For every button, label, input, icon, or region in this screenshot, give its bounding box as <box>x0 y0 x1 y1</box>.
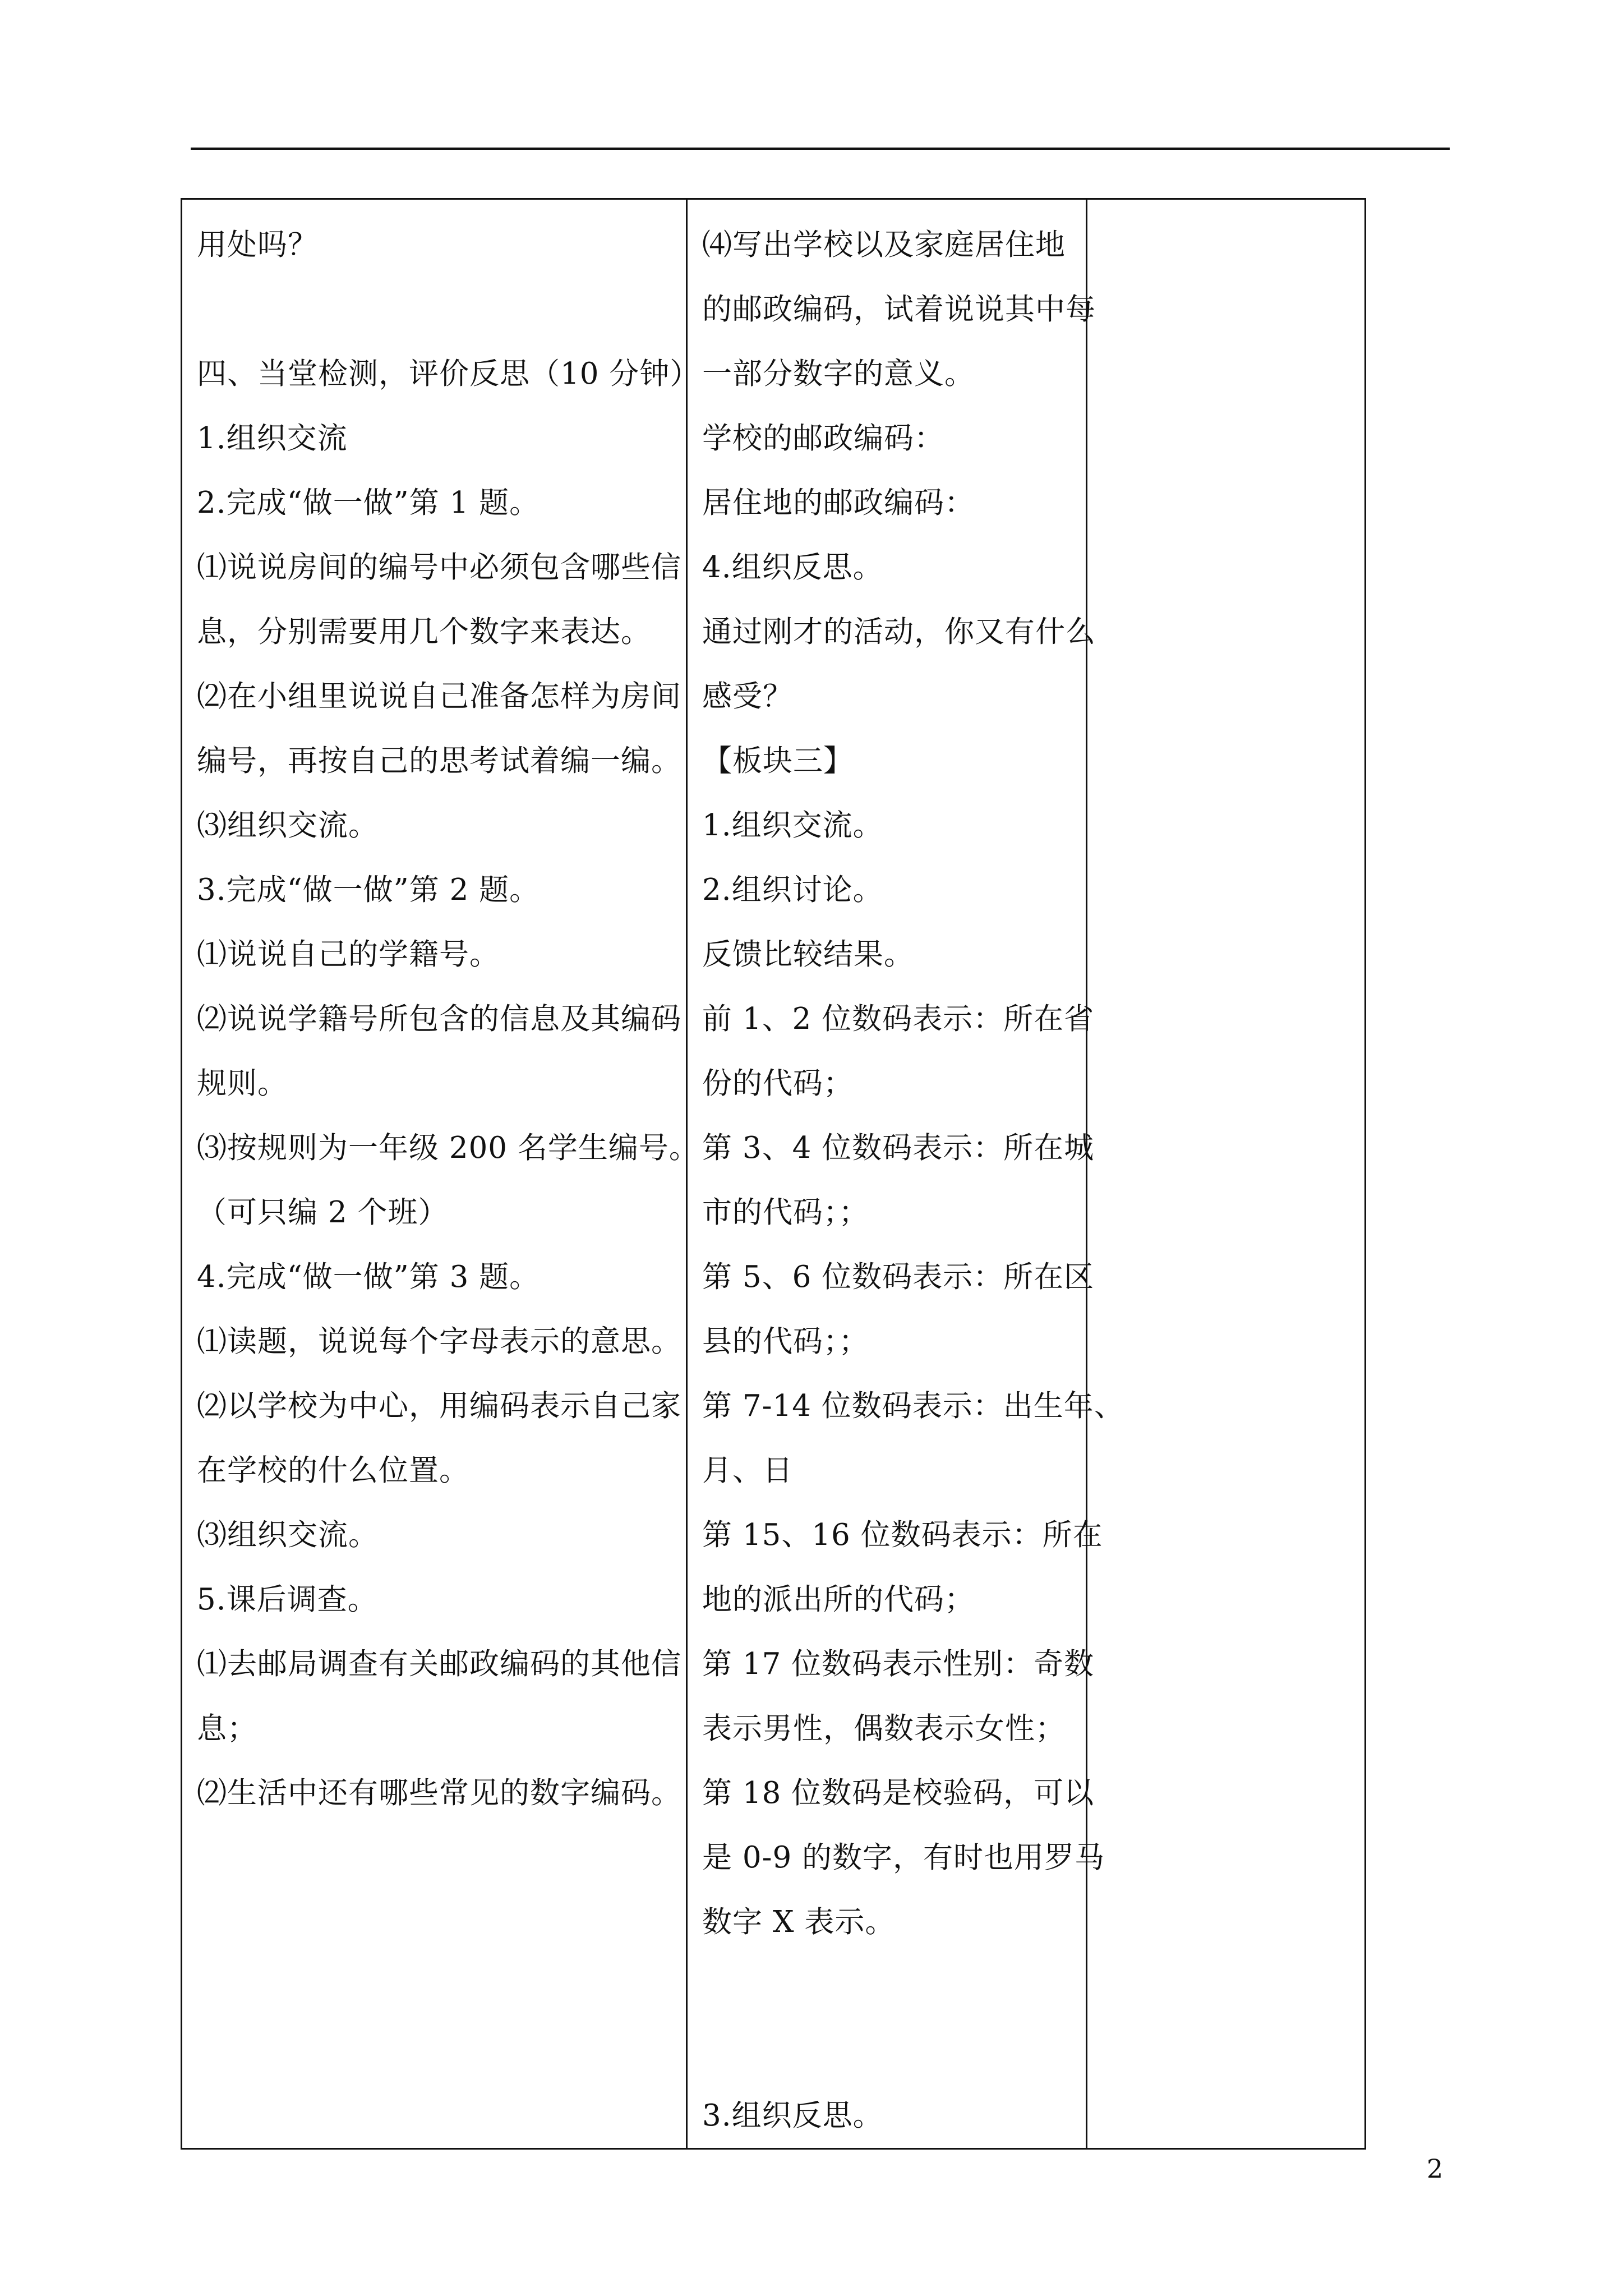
text-line: ⑴读题，说说每个字母表示的意思。 <box>197 1324 681 1359</box>
text-line: ⑵在小组里说说自己准备怎样为房间 <box>197 679 681 714</box>
text-line: 3.组织反思。 <box>702 2099 883 2133</box>
text-line: 感受？ <box>702 679 793 714</box>
text-line: 反馈比较结果。 <box>702 937 914 972</box>
text-line: 4.组织反思。 <box>702 550 883 585</box>
text-line: 5.课后调查。 <box>197 1582 378 1617</box>
text-line: 的邮政编码，试着说说其中每 <box>702 292 1096 326</box>
text-line: 一部分数字的意义。 <box>702 357 975 391</box>
text-line: 学校的邮政编码： <box>702 421 944 455</box>
text-line: ⑵说说学籍号所包含的信息及其编码 <box>197 1002 681 1036</box>
text-line: 第 17 位数码表示性别：奇数 <box>702 1647 1095 1681</box>
table-row <box>182 199 1366 2149</box>
text-line: 份的代码； <box>702 1066 854 1101</box>
text-line: ⑶按规则为一年级 200 名学生编号。 <box>197 1131 699 1165</box>
header-rule <box>191 148 1450 150</box>
text-line: 地的派出所的代码； <box>702 1582 975 1617</box>
text-line: ⑶组织交流。 <box>197 808 379 843</box>
teacher-activity-cell <box>182 199 700 2149</box>
text-line: 第 5、6 位数码表示：所在区 <box>702 1260 1095 1294</box>
text-line: ⑴去邮局调查有关邮政编码的其他信 <box>197 1647 681 1681</box>
blank-line <box>702 1954 1075 2019</box>
student-activity-cell <box>687 199 1124 2149</box>
text-line: ⑵生活中还有哪些常见的数字编码。 <box>197 1776 681 1810</box>
text-line: 2.完成“做一做”第 1 题。 <box>197 486 540 520</box>
text-line: 数字 X 表示。 <box>702 1905 896 1939</box>
text-line: 表示男性，偶数表示女性； <box>702 1711 1066 1746</box>
text-line: 3.完成“做一做”第 2 题。 <box>197 873 540 907</box>
text-line: 规则。 <box>197 1066 288 1101</box>
section-heading: 四、当堂检测，评价反思（10 分钟） <box>197 357 700 391</box>
text-line: ⑴说说自己的学籍号。 <box>197 937 500 972</box>
text-line: 市的代码；； <box>702 1195 869 1230</box>
text-line: ⑶组织交流。 <box>197 1518 379 1552</box>
text-line: 县的代码；； <box>702 1324 869 1359</box>
text-line: 第 3、4 位数码表示：所在城 <box>702 1131 1095 1165</box>
text-line: 2.组织讨论。 <box>702 873 883 907</box>
text-line: 通过刚才的活动，你又有什么 <box>702 615 1096 649</box>
text-line: 1.组织交流。 <box>702 808 883 843</box>
text-line: 息； <box>197 1711 257 1746</box>
text-line: 编号，再按自己的思考试着编一编。 <box>197 744 681 778</box>
text-line: 在学校的什么位置。 <box>197 1453 469 1488</box>
text-line: 月、日 <box>702 1453 793 1488</box>
blank-line <box>197 277 675 342</box>
text-line: 是 0-9 的数字，有时也用罗马 <box>702 1841 1105 1875</box>
text-line: 用处吗？ <box>197 228 318 262</box>
text-line: ⑴说说房间的编号中必须包含哪些信 <box>197 550 681 585</box>
text-line: 第 15、16 位数码表示：所在 <box>702 1518 1103 1552</box>
blank-line <box>702 2019 1075 2083</box>
text-line: 第 7-14 位数码表示：出生年、 <box>702 1389 1124 1423</box>
section-heading: 【板块三】 <box>702 744 854 778</box>
text-line: 居住地的邮政编码： <box>702 486 975 520</box>
notes-cell <box>1087 199 1366 2149</box>
text-line: ⑵以学校为中心，用编码表示自己家 <box>197 1389 681 1423</box>
text-line: 第 18 位数码是校验码，可以 <box>702 1776 1095 1810</box>
text-line: 息，分别需要用几个数字来表达。 <box>197 615 651 649</box>
text-line: 4.完成“做一做”第 3 题。 <box>197 1260 540 1294</box>
lesson-plan-table <box>181 198 1366 2150</box>
text-line: 前 1、2 位数码表示：所在省 <box>702 1002 1095 1036</box>
text-line: （可只编 2 个班） <box>197 1195 449 1230</box>
text-line: 1.组织交流 <box>197 421 348 455</box>
text-line: ⑷写出学校以及家庭居住地 <box>702 228 1066 262</box>
page-number: 2 <box>1427 2154 1444 2184</box>
